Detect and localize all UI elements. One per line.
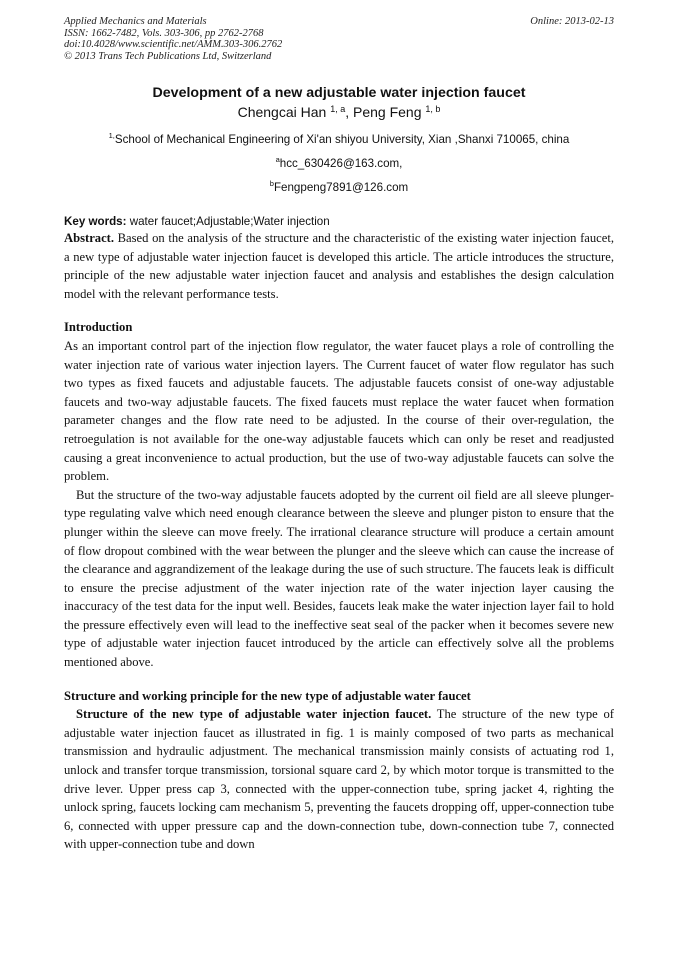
paragraph: As an important control part of the injection flow regulator, the water faucet plays a role of controlling the water injection rate of various water injection layers. The Current faucet of water flow regulator has such two types as fixed faucets and adjustable faucets. The adjustable faucets consist of one-way adjustable faucets and two-way adjustable faucets. The fixed faucets must replace the water faucet when formation parameter changes and the flow rate need to be adjusted. In the course of their over-regulation, the retroegulation is not available for the one-way adjustable faucets which can only be reset and readjusted causing a great inconvenience to actual production, but the use of two-way adjustable faucets can solve the problem.: [64, 338, 614, 484]
affiliation-superscript: 1,: [108, 131, 115, 140]
affiliation-text: School of Mechanical Engineering of Xi'an shiyou University, Xian ,Shanxi 710065, china: [114, 133, 570, 146]
author-name: Peng Feng: [353, 104, 422, 120]
author-superscript: 1, a: [330, 104, 346, 114]
section-heading-structure: Structure and working principle for the new type of adjustable water faucet: [64, 688, 471, 703]
copyright-line: © 2013 Trans Tech Publications Ltd, Switzerland: [64, 50, 272, 62]
author-separator: ,: [345, 104, 353, 120]
section-heading-introduction: Introduction: [64, 320, 133, 335]
email-line: [64, 181, 614, 195]
subsection-heading: Structure of the new type of adjustable water injection faucet.: [76, 707, 432, 722]
paper-title: Development of a new adjustable water injection faucet: [152, 85, 526, 101]
affiliation: [64, 133, 614, 147]
doi-line: doi:10.4028/www.scientific.net/AMM.303-306.2762: [64, 39, 283, 50]
keywords-label: Key words:: [64, 215, 127, 228]
paragraph-text: The structure of the new type of adjustable water injection faucet as illustrated in fig. 1 is mainly composed of two parts as mechanical transmission and hydraulic adjustment. The mechanical transmission mainly consists of actuating rod 1, unlock and transfer torque transmission, torsional square card 2, by which motor torque is transmitted to the drive lever. Upper press cap 3, connected with the upper-connection tube, spring jacket 4, righting the unlock spring, faucets locking cam mechanism 5, preventing the faucets dropping off, upper-connection tube 6, connected with upper pressure cap and the down-connection tube, down-connection tube 7, connected with upper-connection tube and down: [64, 707, 614, 852]
keywords-text: water faucet;Adjustable;Water injection: [126, 215, 330, 228]
paragraph: [64, 705, 614, 854]
email-address: Fengpeng7891@126.com: [273, 181, 409, 194]
author-name: Chengcai Han: [237, 104, 327, 120]
paragraph: But the structure of the two-way adjustable faucets adopted by the current oil field are all sleeve plunger-type regulating valve which need enough clearance between the sleeve and plunger piston to ensure that the plunger within the sleeve can move freely. The irrational clearance structure will produce a certain amount of flow dropout combined with the wear between the plunger and the sleeve which can cause the increase of the clearance and aggrandizement of the leakage during the use of such structure. The faucets leak is difficult to ensure the precise adjustment of the water injection rate of the water injection layer causing the inaccuracy of the test data for the input well. Besides, faucets leak make the water injection layer fail to hold the pressure effectively even will lead to the ineffective seat seal of the packer when it becomes severe new type of adjustable water injection faucet introduced by the article can effectively solve all the problems mentioned above.: [64, 487, 614, 670]
journal-name: Applied Mechanics and Materials: [64, 16, 207, 27]
journal-header: [64, 16, 614, 62]
email-superscript: a: [275, 155, 280, 164]
keywords: [64, 215, 614, 229]
issn-line: ISSN: 1662-7482, Vols. 303-306, pp 2762-2768: [64, 27, 264, 39]
author-list: [64, 103, 614, 121]
abstract-text: Based on the analysis of the structure and the characteristic of the existing water injection faucet, a new type of adjustable water injection faucet is developed this article. The article introduces the structure, principle of the new adjustable water injection faucet and analysis and establishes the design calculation model with the relevant performance tests.: [64, 231, 614, 301]
email-line: [64, 157, 614, 171]
abstract: [64, 229, 614, 303]
abstract-label: Abstract.: [64, 231, 115, 245]
email-address: hcc_630426@163.com,: [279, 157, 403, 170]
email-superscript: b: [269, 179, 274, 188]
online-date: Online: 2013-02-13: [530, 16, 614, 27]
author-superscript: 1, b: [425, 104, 441, 114]
